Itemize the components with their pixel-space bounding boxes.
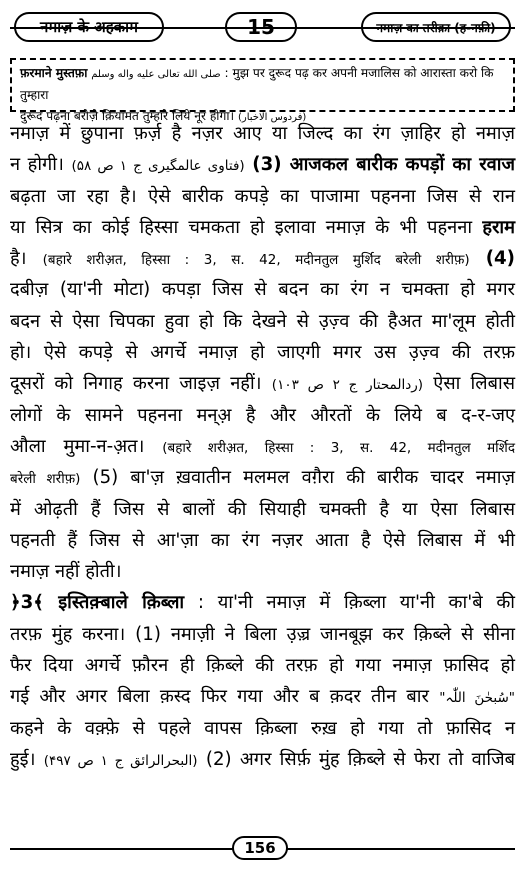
book-page-number: 15: [225, 12, 297, 42]
hadith-text-2: दुरूद पढ़ना बरोज़े क़ियामत तुम्हारे लिये नूर होगा।: [20, 109, 235, 123]
section-heading: ﴿3﴾ इस्तिक़्बाले क़िब्ला: [10, 592, 185, 614]
text-line: हो। ऐसे कपड़े से अगर्चे नमाज़ हो जाएगी मगर उस उ़ज़्व की तरफ़: [10, 342, 515, 364]
text-line: बदन से ऐसा चिपका हुवा हो कि देखने से उ़ज़्व की हैअत मा'लूम होती: [10, 310, 515, 332]
reference: (बहारे शरीअ़त, हिस्सा : 3, स. 42, मदीनतुल मर्शिद: [162, 439, 515, 456]
hadith-label: फ़रमाने मुस्तफ़ा: [20, 66, 88, 80]
text-line: लोगों के सामने पहनना मन्अ़ है और औरतों के लिये ब द-र-जए: [10, 404, 515, 426]
text-line: दूसरों को निगाह करना जाइज़ नहीं। (ردالمحتار ج ۲ ص ۱۰۳) ऐसा लिबास: [10, 373, 515, 395]
text-line: पहनती हैं जिस से आ'ज़ा का रंग नज़र आता है ऐसे लिबास में भी: [10, 529, 515, 551]
page-header: [10, 8, 515, 46]
text-line: गई और अगर बिला क़स्द फिर गया और ब क़दर तीन बार "سُبحٰنَ اللّٰہ": [10, 686, 515, 708]
text-line: हुई। (البحرالرائق ج ۱ ص ۴۹۷) (2) अगर सिर्फ़ मुंह क़िब्ले से फेरा तो वाजिब: [10, 748, 515, 770]
chapter-title: नमाज़ का तरीक़ा (ह-नफ़ी): [361, 12, 511, 42]
text-line: ﴿3﴾ इस्तिक़्बाले क़िब्ला : या'नी नमाज़ में क़िब्ला या'नी का'बे की: [10, 592, 515, 614]
reference: (فتاوی عالمگیری ج ۱ ص ۵۸): [71, 158, 245, 175]
text-line: नमाज़ में छुपाना फ़र्ज़ है नज़र आए या जिल्द का रंग ज़ाहिर हो नमाज़: [10, 123, 515, 144]
hadith-text-1: : मुझ पर दुरूद पढ़ कर अपनी मजालिस को आरास्ता करो कि तुम्हारा: [20, 66, 494, 102]
text-line: नमाज़ नहीं होती।: [10, 561, 122, 583]
hadith-box: [10, 58, 515, 123]
text-line: औला मुमा-न-अ़त। (बहारे शरीअ़त, हिस्सा : 3, स. 42, मदीनतुल मर्शिद: [10, 435, 515, 457]
text-line: दबीज़ (या'नी मोटा) कपड़ा जिस से बदन का रंग न चमक्ता हो मगर: [10, 279, 515, 301]
reference: (बहारे शरीअ़त, हिस्सा : 3, स. 42, मदीनतुल मुर्शिद बरेली शरीफ़): [42, 252, 470, 269]
text-line: है। (बहारे शरीअ़त, हिस्सा : 3, स. 42, मदीनतुल मुर्शिद बरेली शरीफ़) (4): [10, 248, 515, 270]
hadith-line-1: [20, 63, 505, 106]
text-line: तरफ़ मुंह करना। (1) नमाज़ी ने बिला उ़ज़्र जानबूझ कर क़िब्ले से सीना: [10, 623, 515, 645]
main-text: [10, 118, 515, 830]
text-line: न होगी। (فتاوی عالمگیری ج ۱ ص ۵۸) (3) आजकल बारीक कपड़ों का रवाज: [10, 154, 515, 176]
text-line: बढ़ता जा रहा है। ऐसे बारीक कपड़े का पाजामा पहनना जिस से रान: [10, 185, 515, 207]
arabic-salutation: صلى الله تعالى عليه واله وسلم: [91, 69, 221, 80]
text-line: फैर दिया अगर्चे फ़ौरन ही क़िब्ले की तरफ़ हो गया नमाज़ फ़ासिद हो: [10, 655, 515, 677]
hadith-source: (فردوس الاخبار): [237, 112, 307, 123]
reference: (البحرالرائق ج ۱ ص ۴۹۷): [43, 752, 198, 769]
reference: बरेली शरीफ़): [10, 471, 81, 488]
text-line: बरेली शरीफ़) (5) बा'ज़ ख़वातीन मलमल वग़ैरा की बारीक चादर नमाज़: [10, 467, 515, 489]
page-number: 156: [232, 836, 288, 860]
text-line: में ओढ़ती हैं जिस से बालों की सियाही चमक्ती है या ऐसा लिबास: [10, 498, 515, 520]
book-title: नमाज़ के अहकाम: [14, 12, 164, 42]
reference: (ردالمحتار ج ۲ ص ۱۰۳): [271, 377, 424, 394]
text-line: या सित्र का कोई हिस्सा चमकता हो इलावा नमाज़ के भी पहनना हराम: [10, 216, 515, 238]
text-line: कहने के वक़्फ़े से पहले वापस क़िब्ला रुख़ हो गया तो फ़ासिद न: [10, 717, 515, 739]
arabic-phrase: "سُبحٰنَ اللّٰہ": [439, 690, 515, 707]
